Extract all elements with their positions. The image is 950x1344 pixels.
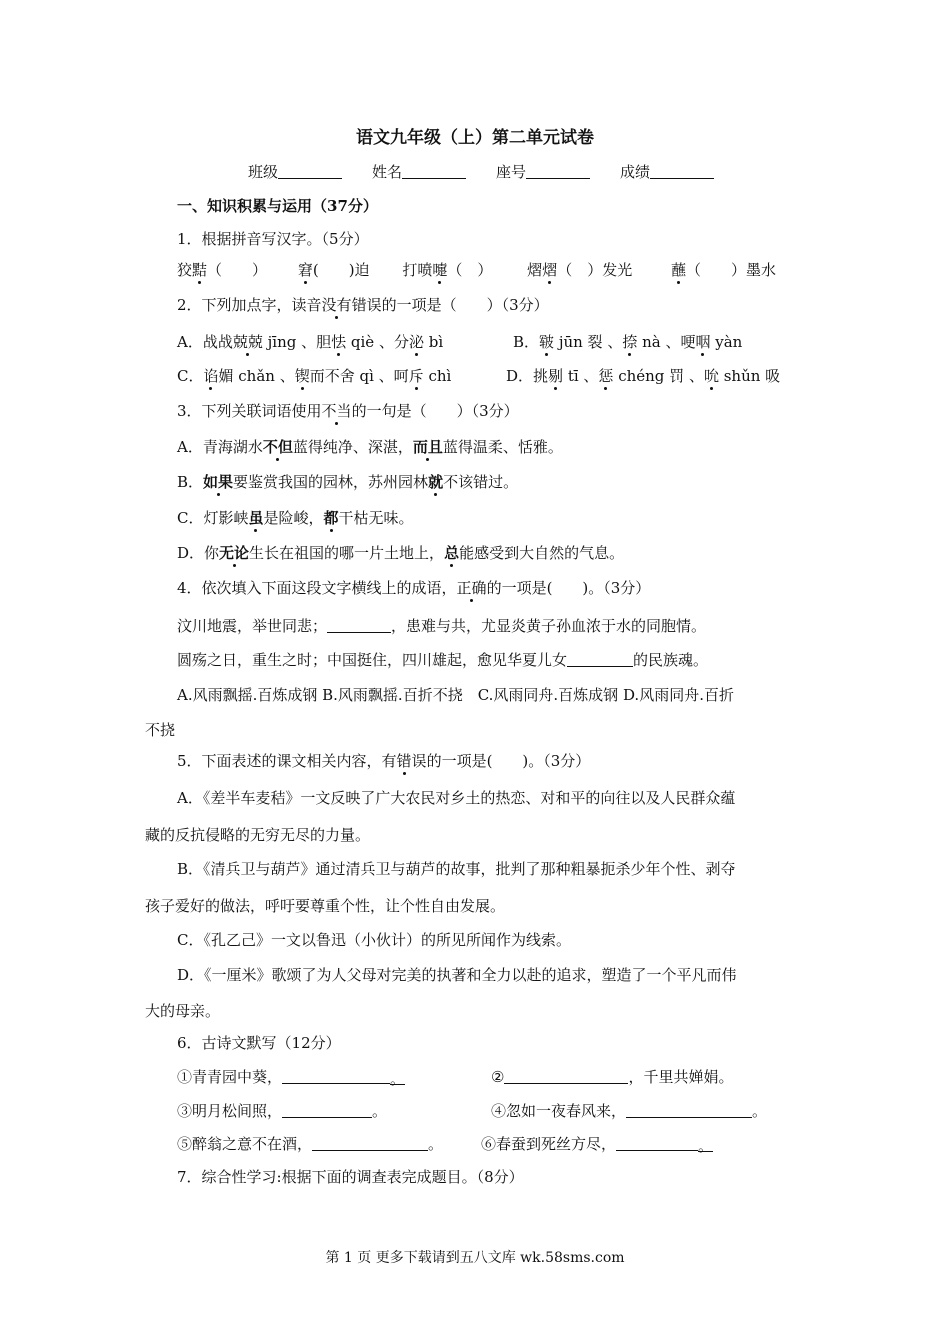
question-2-option-b: B．皲 jūn 裂 、捺 nà 、哽咽 yàn xyxy=(513,333,743,351)
question-1-stem: 1．根据拼音写汉字。（5分） xyxy=(177,230,369,248)
poem-line-3: ③明月松间照， 。 xyxy=(177,1102,388,1120)
question-3-stem: 3．下列关联词语使用不当的一句是（ ）（3分） xyxy=(177,402,519,420)
name-field: 姓名 xyxy=(372,162,466,182)
question-6-stem: 6．古诗文默写（12分） xyxy=(177,1034,341,1052)
blank-1[interactable] xyxy=(327,617,391,633)
question-5-option-b: B．《清兵卫与葫芦》通过清兵卫与葫芦的故事，批判了那种粗暴扼杀少年个性、剥夺 xyxy=(177,860,736,878)
question-2-option-d: D．挑剔 tī 、惩 chéng 罚 、吮 shǔn 吸 xyxy=(506,367,781,385)
question-3-option-a: A．青海湖水不但蓝得纯净、深湛，而且蓝得温柔、恬雅。 xyxy=(177,438,563,456)
seat-blank[interactable] xyxy=(526,163,590,179)
poem-line-2: ② ，千里共婵娟。 xyxy=(491,1068,734,1086)
question-2-option-c: C．谄媚 chǎn 、锲而不舍 qì 、呵斥 chì xyxy=(177,367,452,385)
student-info-row xyxy=(248,162,744,182)
question-5-option-a-cont: 藏的反抗侵略的无穷无尽的力量。 xyxy=(145,826,371,844)
question-1-items: 狡黠（ ） 窘( )迫 打喷嚏（ ） 熠熠（ ）发光 蘸（ ）墨水 xyxy=(177,261,777,279)
question-2-stem: 2．下列加点字，读音没有错误的一项是（ ）（3分） xyxy=(177,296,549,314)
score-blank[interactable] xyxy=(650,163,714,179)
question-5-option-d: D．《一厘米》歌颂了为人父母对完美的执著和全力以赴的追求，塑造了一个平凡而伟 xyxy=(177,966,737,984)
question-3-option-d: D．你无论生长在祖国的哪一片土地上，总能感受到大自然的气息。 xyxy=(177,544,625,562)
poem-blank-6[interactable] xyxy=(616,1135,698,1151)
poem-blank-1[interactable] xyxy=(282,1068,390,1084)
page-footer: 第 1 页 更多下载请到五八文库 wk.58sms.com xyxy=(325,1250,625,1266)
question-3-option-b: B．如果要鉴赏我国的园林，苏州园林就不该错过。 xyxy=(177,473,519,491)
poem-blank-5[interactable] xyxy=(312,1135,428,1151)
question-4-options-cont: 不挠 xyxy=(145,721,176,739)
question-4-stem: 4．依次填入下面这段文字横线上的成语，正确的一项是( )。（3分） xyxy=(177,579,651,597)
class-blank[interactable] xyxy=(278,163,342,179)
question-3-option-c: C．灯影峡虽是险峻，都干枯无味。 xyxy=(177,509,414,527)
poem-line-4: ④忽如一夜春风来， 。 xyxy=(491,1102,768,1120)
question-2-option-a: A．战战兢兢 jīng 、胆怯 qiè 、分泌 bì xyxy=(177,333,444,351)
question-5-option-b-cont: 孩子爱好的做法，呼吁要尊重个性，让个性自由发展。 xyxy=(145,897,506,915)
poem-blank-2[interactable] xyxy=(504,1068,628,1084)
poem-line-5: ⑤醉翁之意不在酒， 。 xyxy=(177,1135,444,1153)
poem-blank-3[interactable] xyxy=(282,1102,372,1118)
page-title: 语文九年级（上）第二单元试卷 xyxy=(356,128,594,148)
seat-field: 座号 xyxy=(496,162,590,182)
question-4-passage-1: 汶川地震，举世同悲； ，患难与共，尤显炎黄子孙血浓于水的同胞情。 xyxy=(177,617,707,635)
poem-blank-4[interactable] xyxy=(626,1102,752,1118)
question-5-option-a: A．《差半车麦秸》一文反映了广大农民对乡土的热恋、对和平的向往以及人民群众蕴 xyxy=(177,789,736,807)
class-field: 班级 xyxy=(248,162,342,182)
question-4-passage-2: 圆殇之日，重生之时；中国挺住，四川雄起，愈见华夏儿女 的民族魂。 xyxy=(177,651,709,669)
question-5-stem: 5．下面表述的课文相关内容，有错误的一项是( )。（3分） xyxy=(177,752,591,770)
question-7-stem: 7．综合性学习:根据下面的调查表完成题目。（8分） xyxy=(177,1168,524,1186)
section-heading: 一、知识积累与运用（37分） xyxy=(177,197,378,215)
name-blank[interactable] xyxy=(402,163,466,179)
poem-line-1: ①青青园中葵， 。 xyxy=(177,1068,406,1088)
question-5-option-d-cont: 大的母亲。 xyxy=(145,1002,221,1020)
question-4-options: A.风雨飘摇.百炼成钢 B.风雨飘摇.百折不挠 C.风雨同舟.百炼成钢 D.风雨同舟.百折 xyxy=(177,686,734,704)
score-field: 成绩 xyxy=(620,162,714,182)
poem-line-6: ⑥春蚕到死丝方尽， 。 xyxy=(481,1135,714,1155)
blank-2[interactable] xyxy=(567,651,633,667)
question-5-option-c: C．《孔乙己》一文以鲁迅（小伙计）的所见所闻作为线索。 xyxy=(177,931,571,949)
